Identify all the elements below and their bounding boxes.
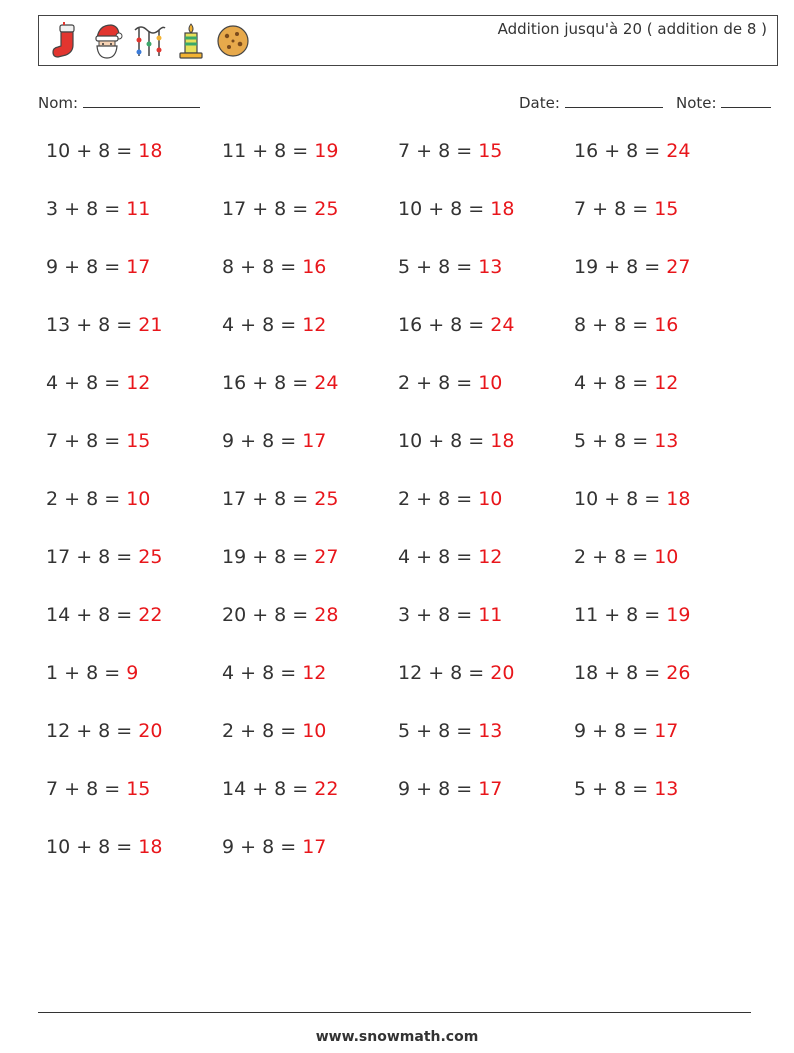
problem-question: 9 + 8 = <box>46 256 127 278</box>
problem-answer: 15 <box>478 140 503 162</box>
problem-item <box>574 778 678 800</box>
problem-item <box>46 140 162 162</box>
problem-question: 5 + 8 = <box>398 720 479 742</box>
problem-answer: 20 <box>138 720 163 742</box>
problem-item <box>398 778 502 800</box>
problem-question: 9 + 8 = <box>398 778 479 800</box>
problem-question: 10 + 8 = <box>398 198 491 220</box>
problem-question: 7 + 8 = <box>46 778 127 800</box>
problem-question: 4 + 8 = <box>574 372 655 394</box>
problem-item <box>46 720 162 742</box>
problem-question: 8 + 8 = <box>222 256 303 278</box>
candle-icon <box>173 22 209 60</box>
problem-question: 10 + 8 = <box>46 140 139 162</box>
cookie-icon <box>215 22 251 60</box>
problem-answer: 25 <box>138 546 163 568</box>
problem-question: 16 + 8 = <box>222 372 315 394</box>
problem-item <box>222 314 326 336</box>
problem-grid <box>46 140 766 890</box>
problem-answer: 17 <box>478 778 503 800</box>
problem-answer: 11 <box>478 604 503 626</box>
problem-item <box>574 140 690 162</box>
problem-answer: 10 <box>478 372 503 394</box>
problem-item <box>574 430 678 452</box>
problem-answer: 28 <box>314 604 339 626</box>
problem-question: 5 + 8 = <box>398 256 479 278</box>
santa-icon <box>89 22 125 60</box>
problem-item <box>46 430 150 452</box>
problem-answer: 15 <box>126 778 151 800</box>
problem-answer: 18 <box>138 140 163 162</box>
problem-answer: 10 <box>302 720 327 742</box>
problem-question: 4 + 8 = <box>398 546 479 568</box>
problem-question: 19 + 8 = <box>574 256 667 278</box>
problem-question: 16 + 8 = <box>398 314 491 336</box>
problem-answer: 10 <box>654 546 679 568</box>
note-field <box>676 93 771 112</box>
problem-answer: 19 <box>666 604 691 626</box>
problem-item <box>222 720 326 742</box>
problem-item <box>222 430 326 452</box>
date-field <box>519 93 663 112</box>
problem-answer: 17 <box>654 720 679 742</box>
problem-answer: 18 <box>490 430 515 452</box>
problem-item <box>398 604 502 626</box>
footer-url: www.snowmath.com <box>315 1029 479 1045</box>
problem-question: 7 + 8 = <box>46 430 127 452</box>
problem-item <box>46 604 162 626</box>
problem-question: 13 + 8 = <box>46 314 139 336</box>
problem-item <box>222 488 338 510</box>
problem-question: 17 + 8 = <box>222 198 315 220</box>
note-line <box>721 93 771 108</box>
problem-answer: 22 <box>314 778 339 800</box>
problem-question: 14 + 8 = <box>222 778 315 800</box>
problem-item <box>46 836 162 858</box>
problem-question: 10 + 8 = <box>398 430 491 452</box>
note-label: Note: <box>676 94 717 112</box>
problem-item <box>222 604 338 626</box>
problem-question: 2 + 8 = <box>46 488 127 510</box>
problem-answer: 20 <box>490 662 515 684</box>
problem-item <box>222 256 326 278</box>
problem-answer: 12 <box>302 314 327 336</box>
problem-question: 7 + 8 = <box>574 198 655 220</box>
problem-question: 14 + 8 = <box>46 604 139 626</box>
name-label: Nom: <box>38 94 79 112</box>
problem-answer: 18 <box>666 488 691 510</box>
problem-item <box>398 720 502 742</box>
problem-item <box>46 488 150 510</box>
problem-question: 10 + 8 = <box>46 836 139 858</box>
problem-question: 3 + 8 = <box>398 604 479 626</box>
problem-answer: 16 <box>302 256 327 278</box>
problem-question: 20 + 8 = <box>222 604 315 626</box>
problem-item <box>46 662 138 684</box>
header-box <box>38 15 778 66</box>
problem-question: 2 + 8 = <box>222 720 303 742</box>
problem-answer: 12 <box>302 662 327 684</box>
problem-item <box>222 778 338 800</box>
problem-item <box>398 430 514 452</box>
problem-item <box>398 372 502 394</box>
problem-item <box>398 140 502 162</box>
problem-question: 1 + 8 = <box>46 662 127 684</box>
problem-answer: 19 <box>314 140 339 162</box>
problem-item <box>574 546 678 568</box>
problem-answer: 26 <box>666 662 691 684</box>
problem-item <box>222 836 326 858</box>
problem-answer: 10 <box>478 488 503 510</box>
problem-question: 11 + 8 = <box>222 140 315 162</box>
problem-item <box>46 314 162 336</box>
problem-item <box>574 314 678 336</box>
problem-item <box>398 488 502 510</box>
date-line <box>565 93 663 108</box>
problem-question: 12 + 8 = <box>46 720 139 742</box>
problem-answer: 17 <box>302 836 327 858</box>
problem-answer: 25 <box>314 198 339 220</box>
problem-question: 4 + 8 = <box>222 314 303 336</box>
problem-item <box>398 256 502 278</box>
problem-question: 9 + 8 = <box>222 430 303 452</box>
problem-answer: 12 <box>478 546 503 568</box>
problem-question: 19 + 8 = <box>222 546 315 568</box>
problem-answer: 24 <box>666 140 691 162</box>
problem-item <box>574 372 678 394</box>
problem-question: 10 + 8 = <box>574 488 667 510</box>
problem-question: 4 + 8 = <box>46 372 127 394</box>
problem-answer: 9 <box>126 662 139 684</box>
problem-answer: 24 <box>314 372 339 394</box>
problem-item <box>46 546 162 568</box>
problem-item <box>398 314 514 336</box>
problem-answer: 27 <box>314 546 339 568</box>
problem-question: 16 + 8 = <box>574 140 667 162</box>
name-field <box>38 93 200 112</box>
problem-answer: 17 <box>126 256 151 278</box>
problem-item <box>574 662 690 684</box>
problem-item <box>398 546 502 568</box>
problem-item <box>574 256 690 278</box>
problem-question: 2 + 8 = <box>574 546 655 568</box>
problem-answer: 13 <box>654 778 679 800</box>
problem-item <box>574 198 678 220</box>
problem-answer: 15 <box>654 198 679 220</box>
problem-question: 7 + 8 = <box>398 140 479 162</box>
problem-item <box>398 198 514 220</box>
date-label: Date: <box>519 94 560 112</box>
worksheet-title: Addition jusqu'à 20 ( addition de 8 ) <box>497 20 767 38</box>
problem-question: 9 + 8 = <box>222 836 303 858</box>
problem-answer: 12 <box>654 372 679 394</box>
problem-question: 2 + 8 = <box>398 488 479 510</box>
problem-answer: 13 <box>654 430 679 452</box>
problem-question: 9 + 8 = <box>574 720 655 742</box>
problem-item <box>398 662 514 684</box>
problem-answer: 18 <box>138 836 163 858</box>
problem-question: 2 + 8 = <box>398 372 479 394</box>
header-icons <box>47 22 251 60</box>
problem-item <box>574 720 678 742</box>
problem-item <box>46 198 150 220</box>
problem-answer: 12 <box>126 372 151 394</box>
problem-question: 18 + 8 = <box>574 662 667 684</box>
problem-question: 11 + 8 = <box>574 604 667 626</box>
problem-answer: 24 <box>490 314 515 336</box>
problem-question: 5 + 8 = <box>574 778 655 800</box>
problem-question: 17 + 8 = <box>222 488 315 510</box>
problem-question: 3 + 8 = <box>46 198 127 220</box>
problem-question: 8 + 8 = <box>574 314 655 336</box>
problem-answer: 27 <box>666 256 691 278</box>
problem-item <box>46 372 150 394</box>
problem-answer: 15 <box>126 430 151 452</box>
problem-answer: 10 <box>126 488 151 510</box>
problem-item <box>222 546 338 568</box>
problem-answer: 13 <box>478 720 503 742</box>
problem-item <box>222 662 326 684</box>
problem-item <box>574 488 690 510</box>
problem-question: 4 + 8 = <box>222 662 303 684</box>
footer-divider <box>38 1012 751 1013</box>
problem-answer: 25 <box>314 488 339 510</box>
problem-answer: 13 <box>478 256 503 278</box>
problem-item <box>222 140 338 162</box>
problem-question: 17 + 8 = <box>46 546 139 568</box>
name-line <box>83 93 200 108</box>
lights-icon <box>131 22 167 60</box>
problem-answer: 16 <box>654 314 679 336</box>
problem-item <box>222 198 338 220</box>
problem-question: 12 + 8 = <box>398 662 491 684</box>
problem-answer: 21 <box>138 314 163 336</box>
problem-item <box>222 372 338 394</box>
problem-answer: 22 <box>138 604 163 626</box>
problem-answer: 11 <box>126 198 151 220</box>
stocking-icon <box>47 22 83 60</box>
problem-item <box>46 256 150 278</box>
problem-item <box>46 778 150 800</box>
problem-question: 5 + 8 = <box>574 430 655 452</box>
problem-answer: 17 <box>302 430 327 452</box>
problem-answer: 18 <box>490 198 515 220</box>
problem-item <box>574 604 690 626</box>
